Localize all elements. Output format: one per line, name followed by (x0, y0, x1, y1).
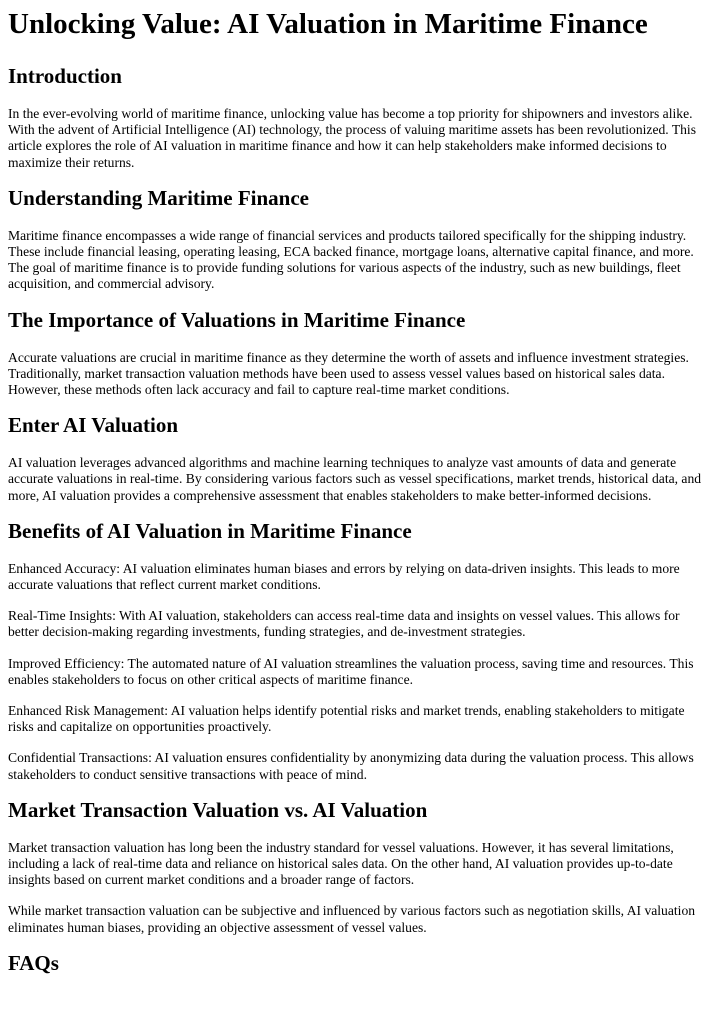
section-heading: Enter AI Valuation (8, 413, 178, 438)
section-heading: Market Transaction Valuation vs. AI Valuation (8, 797, 428, 822)
paragraph: While market transaction valuation can be subjective and influenced by various factors such as negotiation skills, AI valuation eliminates human biases, providing an objective assessment of vessel values. (8, 903, 696, 935)
benefit-paragraph: Real-Time Insights: With AI valuation, stakeholders can access real-time data and insights on vessel values. This allows for better decision-making regarding investments, funding strategies, and de-investment strategies. (8, 608, 680, 640)
section-heading: Introduction (8, 64, 122, 88)
section-importance-of-valuations (8, 308, 712, 399)
section-heading: The Importance of Valuations in Maritime Finance (8, 307, 466, 332)
section-benefits (8, 519, 712, 783)
benefit-paragraph: Enhanced Accuracy: AI valuation eliminates human biases and errors by relying on data-driven insights. This leads to more accurate valuations that reflect current market conditions. (8, 560, 680, 593)
paragraph: In the ever-evolving world of maritime finance, unlocking value has become a top priority for shipowners and investors alike. With the advent of Artificial Intelligence (AI) technology, the process of valuing maritime assets has been revolutionized. This article explores the role of AI valuation in maritime finance and how it can help stakeholders make informed decisions to maximize their returns. (8, 106, 696, 170)
section-market-vs-ai (8, 798, 712, 936)
page-title: Unlocking Value: AI Valuation in Maritime Finance (8, 8, 648, 40)
paragraph: Accurate valuations are crucial in maritime finance as they determine the worth of assets and influence investment strategies. Traditionally, market transaction valuation methods have been used to assess vessel values based on historical sales data. However, these methods often lack accuracy and fail to capture real-time market conditions. (8, 349, 689, 398)
section-enter-ai-valuation (8, 413, 712, 504)
section-heading: Understanding Maritime Finance (8, 185, 309, 210)
paragraph: AI valuation leverages advanced algorithms and machine learning techniques to analyze vast amounts of data and generate accurate valuations in real-time. By considering various factors such as vessel specifications, market trends, historical data, and more, AI valuation provides a comprehensive assessment that enables stakeholders to make better-informed decisions. (8, 455, 702, 503)
section-understanding-maritime-finance (8, 186, 712, 293)
section-heading: Benefits of AI Valuation in Maritime Finance (8, 518, 412, 543)
benefit-paragraph: Enhanced Risk Management: AI valuation helps identify potential risks and market trends, enabling stakeholders to mitigate risks and capitalize on opportunities proactively. (8, 703, 685, 735)
section-introduction (8, 64, 712, 171)
section-faqs (8, 951, 712, 975)
paragraph: Maritime finance encompasses a wide range of financial services and products tailored specifically for the shipping industry. These include financial leasing, operating leasing, ECA backed finance, mortgage loans, alternative capital finance, and more. The goal of maritime finance is to provide funding solutions for various aspects of the industry, such as new buildings, fleet acquisition, and commercial advisory. (8, 227, 694, 292)
benefit-paragraph: Improved Efficiency: The automated nature of AI valuation streamlines the valuation process, saving time and resources. This enables stakeholders to focus on other critical aspects of maritime finance. (8, 655, 694, 687)
section-heading: FAQs (8, 950, 59, 975)
benefit-paragraph: Confidential Transactions: AI valuation ensures confidentiality by anonymizing data during the valuation process. This allows stakeholders to conduct sensitive transactions with peace of mind. (8, 750, 694, 782)
paragraph: Market transaction valuation has long been the industry standard for vessel valuations. However, it has several limitations, including a lack of real-time data and reliance on historical sales data. On the other hand, AI valuation provides up-to-date insights based on current market conditions and a broader range of factors. (8, 839, 674, 888)
